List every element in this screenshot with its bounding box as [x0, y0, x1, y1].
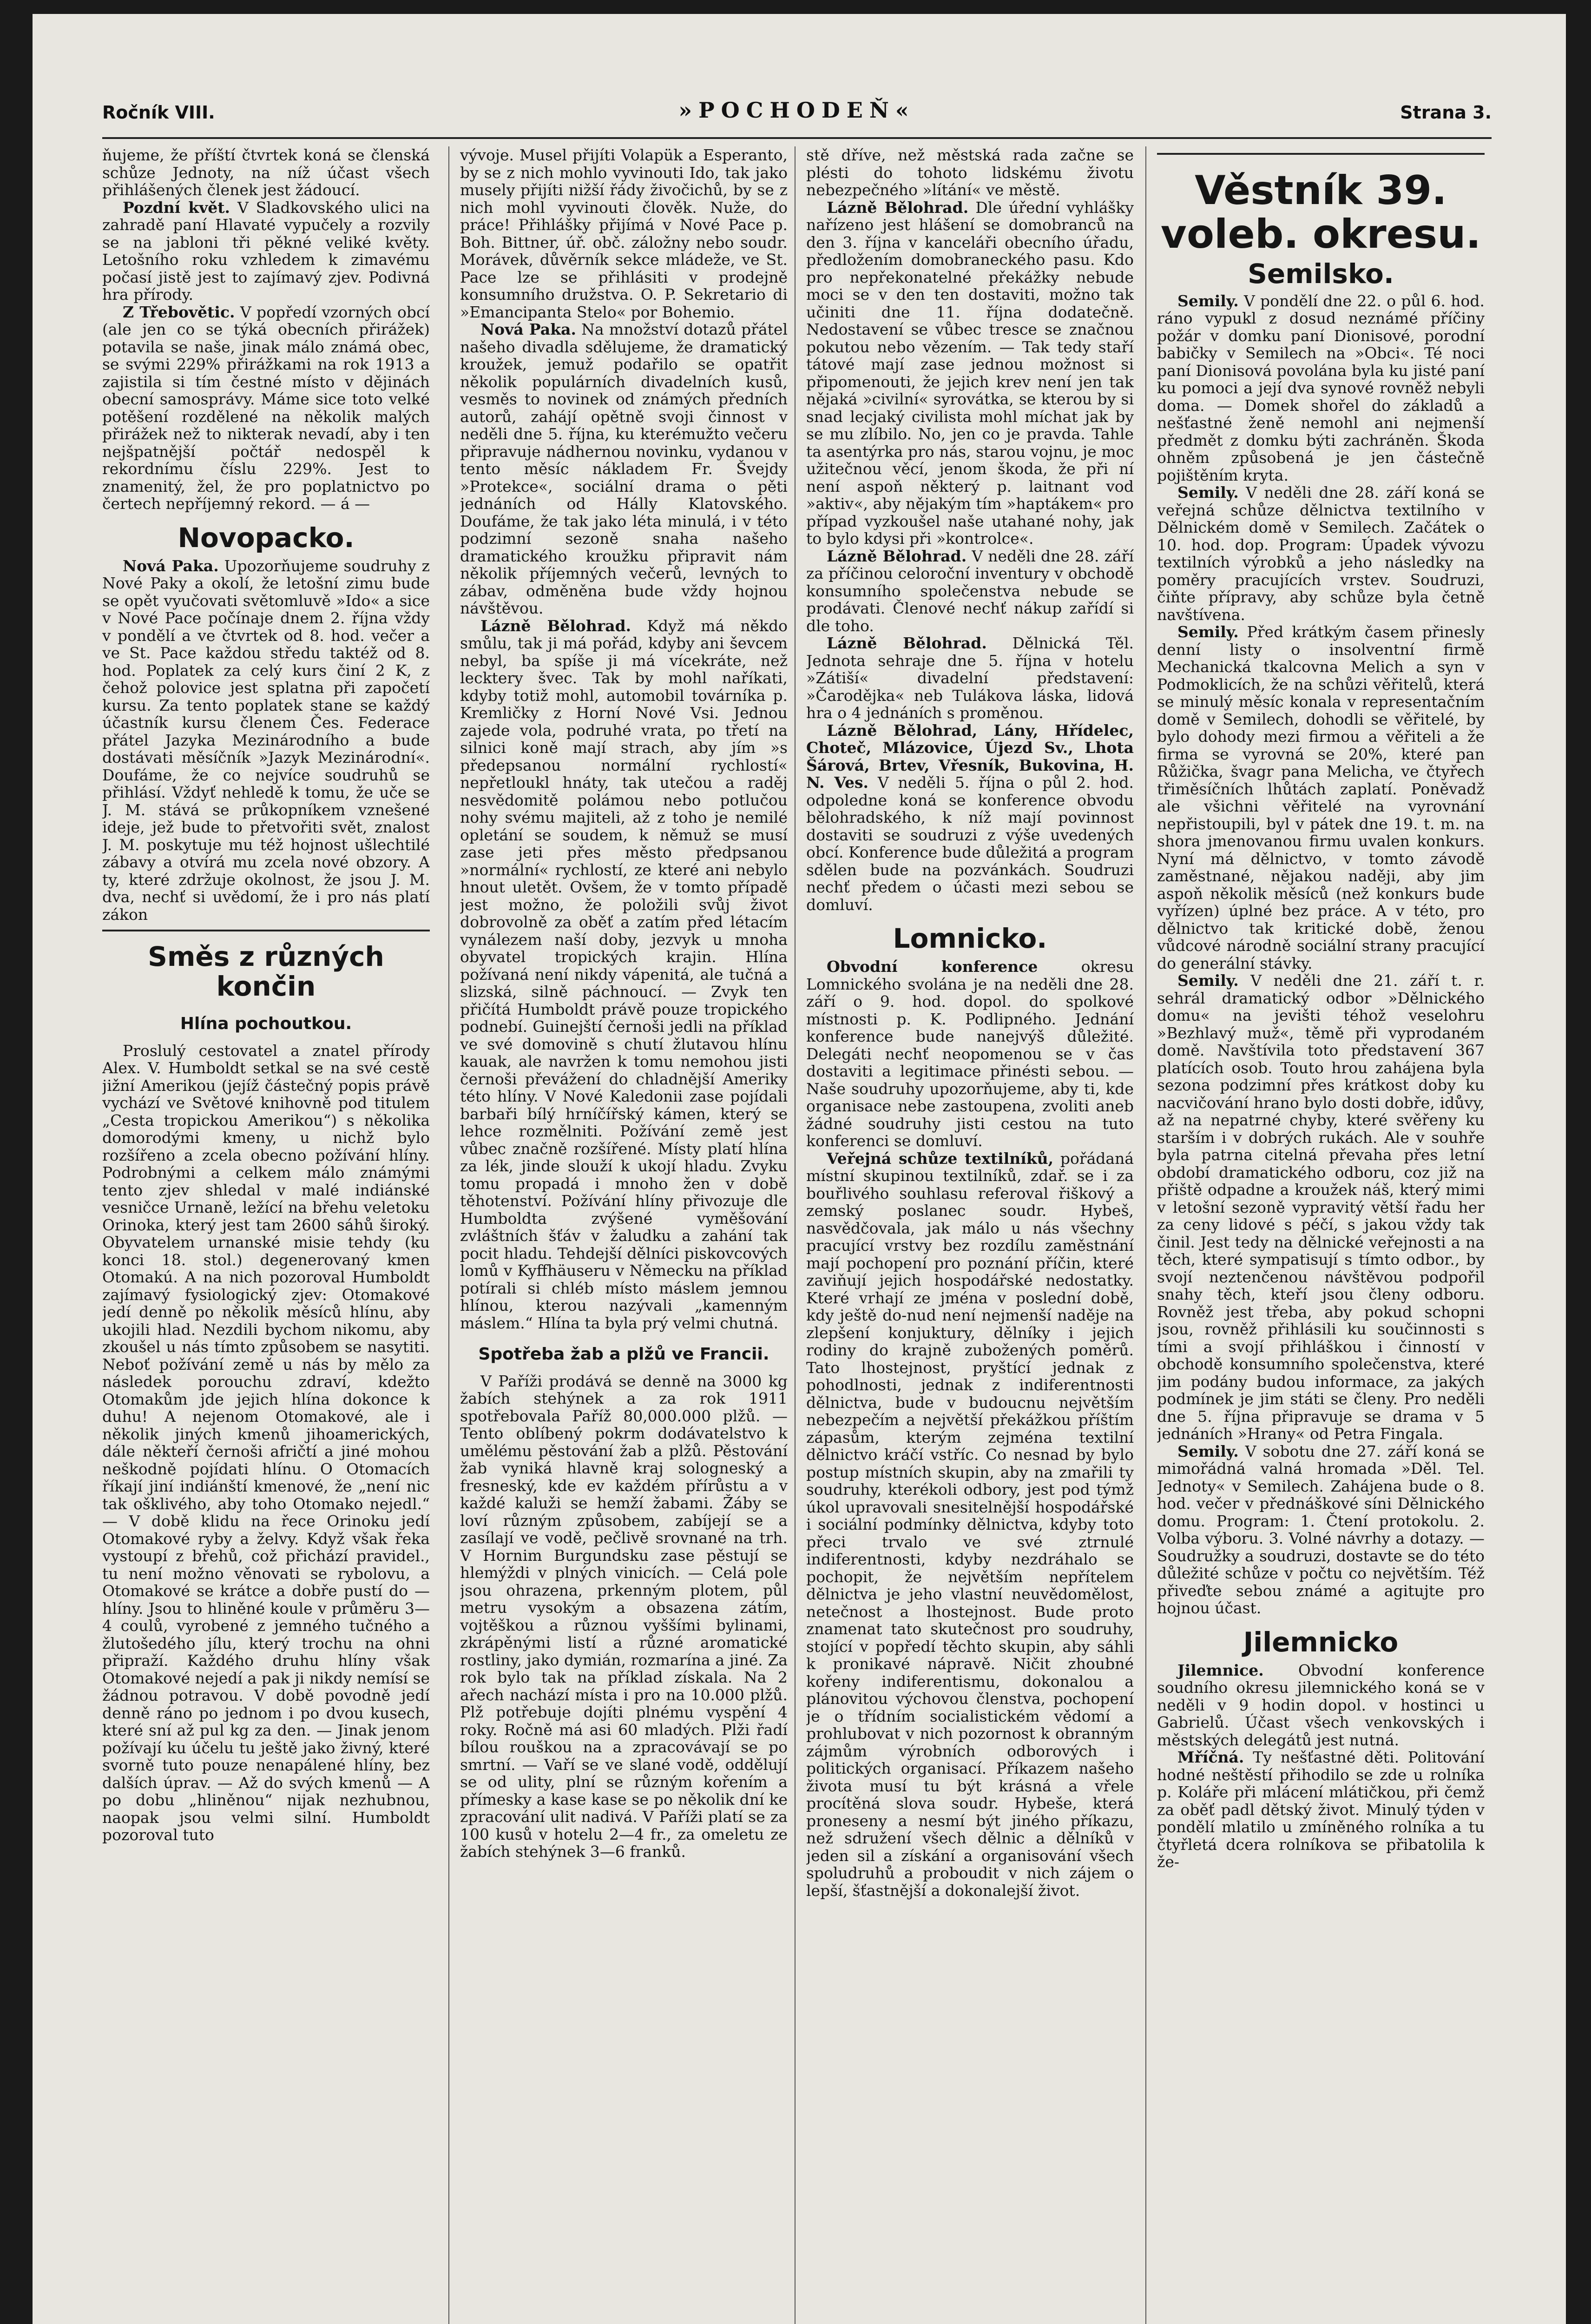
- paragraph-text: V popředí vzorných obcí (ale jen co se týká obecních přirážek) potavila se naše, jinak málo známá obec, se svými 229% přirážkami na rok 1913 a zajistila si tím čestné místo v dějinách obecní samosprávy. Máme sice toto velké potěšení rozdělené na několik malých přirážek než to nikterak nevadí, aby i ten nejšpatnější počtář nedospěl k rekordnímu číslu 229%. Jest to znamenitý, žel, že pro poplatnictvo po čertech nepříjemný rekord. — á —: [102, 303, 430, 513]
- section-rule: [1157, 153, 1485, 155]
- paragraph-keyword: Lázně Bělohrad.: [827, 198, 969, 217]
- paragraph: [806, 1150, 1134, 1900]
- page-number: Strana 3.: [1400, 102, 1492, 123]
- paragraph-text: Obvodní konference soudního okresu jilemnického koná se v neděli v 9 hodin dopol. v hostinci u Gabrielů. Účast všech venkovských i městských delegátů jest nutná.: [1157, 1661, 1485, 1749]
- paragraph-text: pořádaná místní skupinou textilníků, zdař. se i za bouřlivého souhlasu referoval řiškový a zemský poslanec soudr. Hybeš, nasvědčovala, jak málo u nás všechny pracující vrstvy bez rozdílu zaměstnání mají pochopení pro poznání příčin, které zaviňují jejich hospodářské nedostatky. Které vrhají ze jména v poslední době, kdy ještě do-nud není nejmenší naděje na zlepšení konjuktury, dělníky i jejich rodiny do krajně zubožených poměrů. Tato lhostejnost, pryštící jednak z pohodlnosti, jednak z indiferentnosti dělnictva, bude v budoucnu největším nebezpečím a největší překážkou příštím zápasům, kterým zejména textilní dělnictvo kráčí vstříc. Co nesnad by bylo postup místních skupin, aby na zmařili ty soudruhy, kterékoli odbory, jest pod týmž úkol upravovali snesitelnější hospodářské i sociální podmínky dělnictva, kdyby toto přeci trvalo ve své ztrnulé indiferentnosti, kdyby nezdráhalo se pochopit, že největším nepřítelem dělnictva je jeho vlastní neuvědomělost, netečnost a lhostejnost. Bude proto znamenat tato skutečnost pro soudruhy, stojící v popředí těchto skupin, aby sáhli k pronikavé nápravě. Ničit zhoubné kořeny indiferentismu, dokonalou a plánovitou výchovou členstva, pochopení je o třídním socialistickém vědomí a prohlubovat v nich pozornost k obranným zájmům výrobních odborových i politických organisací. Příkazem našeho života musí tu být krásná a vřele procítěná slova soudr. Hybeše, která proneseny a nesmí být jiného příkazu, než sdružení všech dělnic a dělníků v jeden sil a získání a organisování všech spoludruhů a proboudit v nich zájem o lepší, šťastnější a dokonalejší život.: [806, 1149, 1134, 1900]
- paragraph-text: V pondělí dne 22. o půl 6. hod. ráno vypukl z dosud neznámé příčiny požár v domku paní Dionisové, porodní babičky v Semilech na »Obci«. Té noci paní Dionisová povolána byla ku jisté paní ku pomoci a její dva synové rovněž nebyli doma. — Domek shořel do základů a nešťastné ženě nemohl ani nejmenší předmět z domku býti zachráněn. Škoda ohněm způsobená je jen částečně pojištěním kryta.: [1157, 291, 1485, 484]
- paragraph: V Paříži prodává se denně na 3000 kg žabích stehýnek a za rok 1911 spotřebovala Paříž 80,000.000 plžů. — Tento oblíbený pokrm dodávatelstvo k umělému pěstování žab a plžů. Pěstování žab vyniká hlavně kraj sologneský a fresneský, kde ev každém přírůstu a v každé kaluži se hemží žabami. Žáby se loví různým způsobem, zabíjejí se a zasílají ve vodě, pečlivě srovnané na trh. V Hornim Burgundsku zase pěstují se hlemýždi v plných vinicích. — Celá pole jsou ohrazena, prkenným plotem, půl metru vysokým a obsazena zátím, vojtěškou a různou vyššími bylinami, zkrápěnými listí a různé aromatické rostliny, jako dymián, rozmarína a jiné. Za rok bylo tak na příklad získala. Na 2 ařech nachází místa i pro na 10.000 plžů. Plž potřebuje dojíti plnému vyspění 4 roky. Ročně má asi 60 mladých. Plži řadí bílou rouškou na a zpracovávají se po smrtní. — Vaří se ve slané vodě, oddělují se od ulity, plní se různým kořením a přímesky a kase kase se po několik dní ke zpracování ulit nadivá. V Paříži platí se za 100 kusů v hotelu 2—4 fr., za omeletu ze žabích stehýnek 3—6 franků.: [460, 1372, 788, 1861]
- paragraph-text: V neděli dne 28. září koná se veřejná schůze dělnictva textilního v Dělnickém domě v Semilech. Začátek o 10. hod. dop. Program: Úpadek vývozu textilních výrobků a jeho následky na poměry pracujících vrstev. Soudruzi, čiňte přípravy, aby schůze byla četně navštívena.: [1157, 483, 1485, 624]
- section-heading-jilemnicko: Jilemnicko: [1243, 1626, 1399, 1658]
- paragraph: [102, 199, 430, 304]
- section-heading-novopacko: Novopacko.: [178, 522, 355, 554]
- paragraph-text: Když má někdo smůlu, tak ji má pořád, kdyby ani ševcem nebyl, ba spíše ji má vícekráte, než lecktery švec. Tak by mohl naříkati, kdyby totiž mohl, automobil továrníka p. Kremličky z Horní Nové Vsi. Jednou zajede vola, podruhé vrata, po třetí na silnici koně mají strach, aby jím »s předepsanou normální rychlostí« nepřetloukl hnáty, tak utečou a raděj nesvědomitě polámou nebo potlučou nohy svému majiteli, až z toho je nemilé opletání se soudem, k němuž se musí zase jeti přes město předpsanou »normální« rychlostí, ze které ani nebylo hnout uletět. Ovšem, že v tomto případě jest možno, že položili svůj život dobrovolně za oběť a zatím před létacím vynálezem naší doby, jezvyk u mnoha obyvatel tropických krajin. Hlína požívaná není nikdy vápenitá, ale tučná a slizská, silně páchnoucí. — Zvyk ten přičítá Humboldt právě pouze tropického podnebí. Guinejští černoši jedli na příklad ve své domovině s chutí žlutavou hlínu kauak, ale navržen k tomu nemohou jisti černoši převážení do chladnější Ameriky této hlíny. V Nové Kaledonii zase pojídali barbaři bílý hrníčířský kámen, který se lehce rozmělniti. Požívání země jest vůbec značně rozšířené. Místy platí hlína za lék, jinde slouží k ukojí hladu. Zvyku tomu propadá i mnoho žen v době těhotenství. Požívání hlíny přivozuje dle Humboldta zvýšené vyměšování zvláštních šťáv v žaludku a zahání tak pocit hladu. Tehdejší dělníci piskovcových lomů v Kyffhäuseru v Německu na příklad potírali si chléb místo máslem jemnou hlínou, kterou nazývali „kamenným máslem.“ Hlína ta byla prý velmi chutná.: [460, 616, 788, 1332]
- paragraph-keyword: Semily.: [1177, 291, 1239, 310]
- paragraph-keyword: Obvodní konference: [827, 957, 1038, 976]
- newspaper-page: [33, 14, 1566, 2324]
- column-2: [460, 146, 788, 2324]
- section-heading-lomnicko: Lomnicko.: [893, 923, 1047, 954]
- column-3: [806, 146, 1134, 2324]
- paragraph: [460, 617, 788, 1332]
- article-heading-spotreba: Spotřeba žab a plžů ve Francii.: [478, 1345, 769, 1364]
- paragraph-keyword: Veřejná schůze textilníků,: [827, 1149, 1054, 1168]
- paragraph-keyword: Lázně Bělohrad.: [827, 634, 987, 652]
- section-heading-semilsko: Semilsko.: [1248, 258, 1394, 290]
- masthead-title: »POCHODEŇ«: [678, 98, 915, 123]
- paragraph-keyword: Jilemnice.: [1177, 1661, 1264, 1679]
- paragraph-keyword: Mříčná.: [1177, 1748, 1244, 1766]
- paragraph: [806, 958, 1134, 1150]
- paragraph-keyword: Semily.: [1177, 1442, 1239, 1460]
- paragraph: [1157, 484, 1485, 623]
- paragraph-keyword: Z Třebovětic.: [123, 303, 235, 321]
- column-divider: [795, 146, 796, 2324]
- column-1: [102, 146, 430, 2324]
- paragraph-keyword: Lázně Bělohrad.: [480, 616, 631, 635]
- column-divider: [448, 146, 449, 2324]
- paragraph-keyword: Semily.: [1177, 971, 1239, 990]
- paragraph-text: V Sladkovského ulici na zahradě paní Hlavaté vypučely a rozvily se na jabloni tři pěkné veliké květy. Letošního roku vzhledem k zimavému počasí jistě jest to zajímavý zjev. Podivná hra přírody.: [102, 198, 430, 304]
- paragraph-text: V neděli dne 28. září za příčinou celoroční inventury v obchodě konsumního společenstva nebude se prodávati. Členové nechť nákup zařídí si dle toho.: [806, 547, 1134, 635]
- paragraph: [806, 199, 1134, 548]
- paragraph: [1157, 623, 1485, 972]
- volume-label: Ročník VIII.: [102, 102, 215, 123]
- paragraph: [806, 548, 1134, 635]
- column-4: [1157, 146, 1485, 2324]
- paragraph-keyword: Semily.: [1177, 623, 1239, 641]
- paragraph: [1157, 1443, 1485, 1617]
- paragraph: [1157, 972, 1485, 1443]
- paragraph-keyword: Nová Paka.: [480, 320, 576, 338]
- header-rule: [102, 137, 1492, 139]
- paragraph-text: V neděli dne 21. září t. r. sehrál dramatický odbor »Dělnického domu« na jevišti téhož veselohru »Bezhlavý muž«, těmě při vyprodaném domě. Navštívila toto představení 367 platících osob. Touto hrou zahájena byla sezona podzimní přes krátkost doby ku nacvičování hrano bylo dosti dobře, idůvy, až na nepatrné chyby, které svěřeny ku starším i v dobrých rukách. Ale v souhře byla patrna citelná převaha přes letní období dramatického odboru, coz již na přiště odpadne a kroužek náš, který mimi v letošní sezoně vypravitý větší řadu her za ceny lidové s péčí, s jakou vždy tak činil. Jest tedy na dělnické veřejnosti a na těch, které sympatisují s tímto odbor., by svojí neztenčenou návštěvou podpořil snahy těch, kteří jsou členy odboru. Rovněž jest třeba, aby pokud schopni jsou, rovněž přihlásili ku součinnosti s tími a svojí přihláškou i činností v obchodě konsumního společenstva, které jim podány budou informace, za jakých podmínek je jim státi se členy. Pro neděli dne 5. října připravuje se drama v 5 jednáních »Hrany« od Petra Fingala.: [1157, 971, 1485, 1443]
- paragraph-text: V neděli 5. října o půl 2. hod. odpoledne koná se konference obvodu bělohradského, k níž mají povinnost dostaviti se soudruzi z výše uvedených obcí. Konference bude důležitá a program sdělen bude na pozvánkách. Soudruzi nechť předem o účasti mezi sebou se domluví.: [806, 773, 1134, 914]
- paragraph: [806, 722, 1134, 914]
- paragraph-keyword: Nová Paka.: [123, 556, 219, 575]
- paragraph: [1157, 1749, 1485, 1871]
- paragraph-text: Dle úřední vyhlášky nařízeno jest hlášení se domobranců na den 3. října v kanceláři obecního úřadu, předložením domobraneckého pasu. Kdo pro nepřekonatelné překážky nebude moci se v den ten dostaviti, možno tak učiniti dne 11. října dodatečně. Nedostavení se vůbec tresce se značnou pokutou nebo vězením. — Tak tedy staří tátové mají zase jednou možnost si připomenouti, že jejich krev není jen tak nějaká »civilní« syrovátka, se kterou by si snad lecjaký civilista mohl míchat jak by se mu zlíbilo. No, jen co je pravda. Tahle ta asentýrka pro nás, starou vojnu, je moc užitečnou věcí, jenom škoda, že při ní není aspoň některý p. laitnant vod »aktiv«, aby nějakým tím »haptákem« pro případ vyzkoušel naše utahané nohy, jak to bylo kdysi při »kontrolce«.: [806, 198, 1134, 548]
- paragraph: ňujeme, že příští čtvrtek koná se členská schůze Jednoty, na níž účast všech přihlášených členek jest žádoucí.: [102, 146, 430, 199]
- paragraph-text: Dělnická Těl. Jednota sehraje dne 5. října v hotelu »Zátiší« divadelní představení: »Čarodějka« neb Tulákova láska, lidová hra o 4 jednáních s proměnou.: [806, 634, 1134, 722]
- paragraph: [1157, 1662, 1485, 1749]
- paragraph-keyword: Semily.: [1177, 483, 1239, 502]
- paragraph-text: Před krátkým časem přinesly denní listy o insolventní firmě Mechanická tkalcovna Melich a syn v Podmoklicích, že na schůzi věřitelů, která se minulý měsíc konala v representačním domě v Semilech, dohodli se věřitelé, by bylo dohody mezi firmou a věřiteli a že firma se vyrovná se 20%, které pan Růžička, švagr pana Melicha, ve čtyřech třiměsíčních lhůtách zaplatí. Poněvadž ale všichni věřitelé na vyrovnání nepřistoupili, byl v pátek dne 19. t. m. na shora jmenovanou firmu uvalen konkurs. Nyní má dělnictvo, v tomto závodě zaměstnané, nějakou naději, aby jim aspoň několik měsíců (než konkurs bude vyřízen) úplné bez práce. A v této, pro dělnictvo tak kritické době, ženou vůdcové národně sociální strany pracující do generální stávky.: [1157, 623, 1485, 972]
- paragraph-keyword: Pozdní květ.: [123, 198, 230, 217]
- section-heading-smes: Směs z různých končin: [148, 941, 384, 1002]
- page-header: [102, 84, 1492, 139]
- paragraph: [102, 304, 430, 513]
- paragraph-keyword: Lázně Bělohrad.: [827, 547, 967, 565]
- vestnik-title: Věstník 39. voleb. okresu.: [1160, 167, 1481, 257]
- paragraph: Proslulý cestovatel a znatel přírody Alex. V. Humboldt setkal se na své cestě jižní Amerikou (jejíž částečný popis právě vychází ve Světové knihovně pod titulem „Cesta tropickou Amerikou“) s několika domorodými kmeny, u nichž bylo rozšířeno a zcela obecno požívání hlíny. Podrobnými a celkem málo známými tento zjev shledal v malé indiánské vesničce Urnaně, ležící na břehu veletoku Orinoka, který jest tam 2600 sáhů široký. Obyvatelem urnanské misie tehdy (ku konci 18. stol.) degenerovaný kmen Otomakú. A na nich pozoroval Humboldt zajímavý fysiologický zjev: Otomakové jedí denně po několik měsíců hlínu, aby ukojili hlad. Nezdili bychom nikomu, aby zkoušel u nás tímto způsobem se nasytiti. Neboť požívání země u nás by mělo za následek porouchu zdraví, kdežto Otomakům jde jejich hlína dokonce k duhu! A nejenom Otomakové, ale i několik jiných kmenů jihoamerických, dále někteří černoši afričtí a jiné mohou neškodně pojídati hlínu. O Otomacích říkají jiní indiánští kmenové, že „není nic tak ošklivého, aby toho Otomako nejedl.“ — V době klidu na řece Orinoku jedí Otomakové ryby a želvy. Když však řeka vystoupí z břehů, což přichází pravidel., tu není možno věnovati se rybolovu, a Otomakové se krátce a dobře pustí do — hlíny. Jsou to hliněné koule v průměru 3—4 coulů, vyrobené z jemného tučného a žlutošedého jílu, který trochu na ohni připraží. Každého druhu hlíny však Otomakové nejedí a pak ji nikdy nemísí se žádnou potravou. V době povodně jedí denně ráno po jednom i po dvou kusech, které sní až pul kg za den. — Jinak jenom požívají ku účelu tu ještě jako živný, které svorně tuto pouze nenapálené hlíny, bez dalších úprav. — Až do svých kmenů — A po dobu „hliněnou“ nijak nezhubnou, naopak jsou velmi silní. Humboldt pozoroval tuto: [102, 1041, 430, 1844]
- paragraph: [102, 557, 430, 924]
- column-divider: [1145, 146, 1146, 2324]
- paragraph-keyword: Lázně Bělohrad, Lány, Hřídelec, Choteč, Mlázovice, Újezd Sv., Lhota Šárová, Brtev, Vřesník, Bukovina, H. N. Ves.: [806, 721, 1134, 792]
- paragraph-text: V sobotu dne 27. září koná se mimořádná valná hromada »Děl. Tel. Jednoty« v Semilech. Zahájena bude o 8. hod. večer v přednáškové síni Dělnického domu. Program: 1. Čtení protokolu. 2. Volba výboru. 3. Volné návrhy a dotazy. — Soudružky a soudruzi, dostavte se do této důležité schůze v počtu co největším. Též přiveďte sebou známé a agitujte pro hojnou účast.: [1157, 1442, 1485, 1617]
- paragraph-text: Na množství dotazů přátel našeho divadla sdělujeme, že dramatický kroužek, jemuž podařilo se opatřit několik populárních divadelních kusů, vesměs to novinek od známých předních autorů, zahájí opětně svoji činnost v neděli dne 5. října, ku kterémužto večeru připravuje nádhernou novinku, vydanou v tento měsíc nákladem Fr. Švejdy »Protekce«, sociální drama o pěti jednáních od Hálly Klatovského. Doufáme, že tak jako léta minulá, i v této podzimní sezoně snaha našeho dramatického kroužku připravit nám několik příjemných večerů, levných to zábav, odměněna bude vždy hojnou návštěvou.: [460, 320, 788, 617]
- paragraph-text: okresu Lomnického svolána je na neděli dne 28. září o 9. hod. dopol. do spolkové místnosti p. K. Podlipného. Jednání konference bude nanejvýš důležité. Delegáti nechť neopomenou se v čas dostaviti a legitimace přinésti sebou. — Naše soudruhy upozorňujeme, aby ti, kde organisace nebe zastoupena, zvoliti aneb žádné soudruhy jisti cestou na tuto konferenci se domluví.: [806, 957, 1134, 1150]
- paragraph-text: Ty nešťastné děti. Politování hodné neštěstí přihodilo se zde u rolníka p. Koláře při mlácení mlátičkou, při čemž za oběť padl dětský život. Minulý týden v pondělí mlatilo u zmíněného rolníka a tu čtyřletá dcera rolníkova se přibatolila k že-: [1157, 1748, 1485, 1871]
- paragraph: stě dříve, než městská rada začne se plésti do tohoto lidskému životu nebezpečného »lítání« ve městě.: [806, 146, 1134, 199]
- paragraph: [1157, 292, 1485, 484]
- paragraph-text: Upozorňujeme soudruhy z Nové Paky a okolí, že letošní zimu bude se opět vyučovati světomluvě »Ido« a sice v Nové Pace počínaje dnem 2. října vždy v pondělí a ve čtvrtek od 8. hod. večer a ve St. Pace každou středu taktéž od 8. hod. Poplatek za celý kurs činí 2 K, z čehož polovice jest splatna při započetí kursu. Za tento poplatek stane se každý účastník kursu členem Čes. Federace přátel Jazyka Mezinárodního a bude dostávati měsíčník »Jazyk Mezinárodní«. Doufáme, že co nejvíce soudruhů se přihlásí. Vždyť nehledě k tomu, že uče se J. M. stává se průkopníkem vznešené ideje, jež bude to přetvořiti svět, znalost J. M. poskytuje mu též hojnost ušlechtilé zábavy a otvírá mu zcela nové obzory. A ty, které zdržuje okolnost, že jsou J. M. dva, nechť si uvědomí, že i pro nás platí zákon: [102, 556, 430, 924]
- section-rule: [102, 930, 430, 931]
- paragraph: [806, 634, 1134, 722]
- article-heading-hlina: Hlína pochoutkou.: [180, 1014, 352, 1033]
- paragraph: [460, 321, 788, 617]
- paragraph: vývoje. Musel přijíti Volapük a Esperanto, by se z nich mohlo vyvinouti Ido, tak jako musely přijíti nižší řády živočichů, by se z nich mohl vyvinouti člověk. Nuže, do práce! Přihlášky přijímá v Nové Pace p. Boh. Bittner, úř. obč. záložny nebo soudr. Morávek, důvěrník sekce mládeže, ve St. Pace lze se přihlásiti v prodejně konsumního družstva. O. P. Sekretario di »Emancipanta Stelo« por Bohemio.: [460, 146, 788, 321]
